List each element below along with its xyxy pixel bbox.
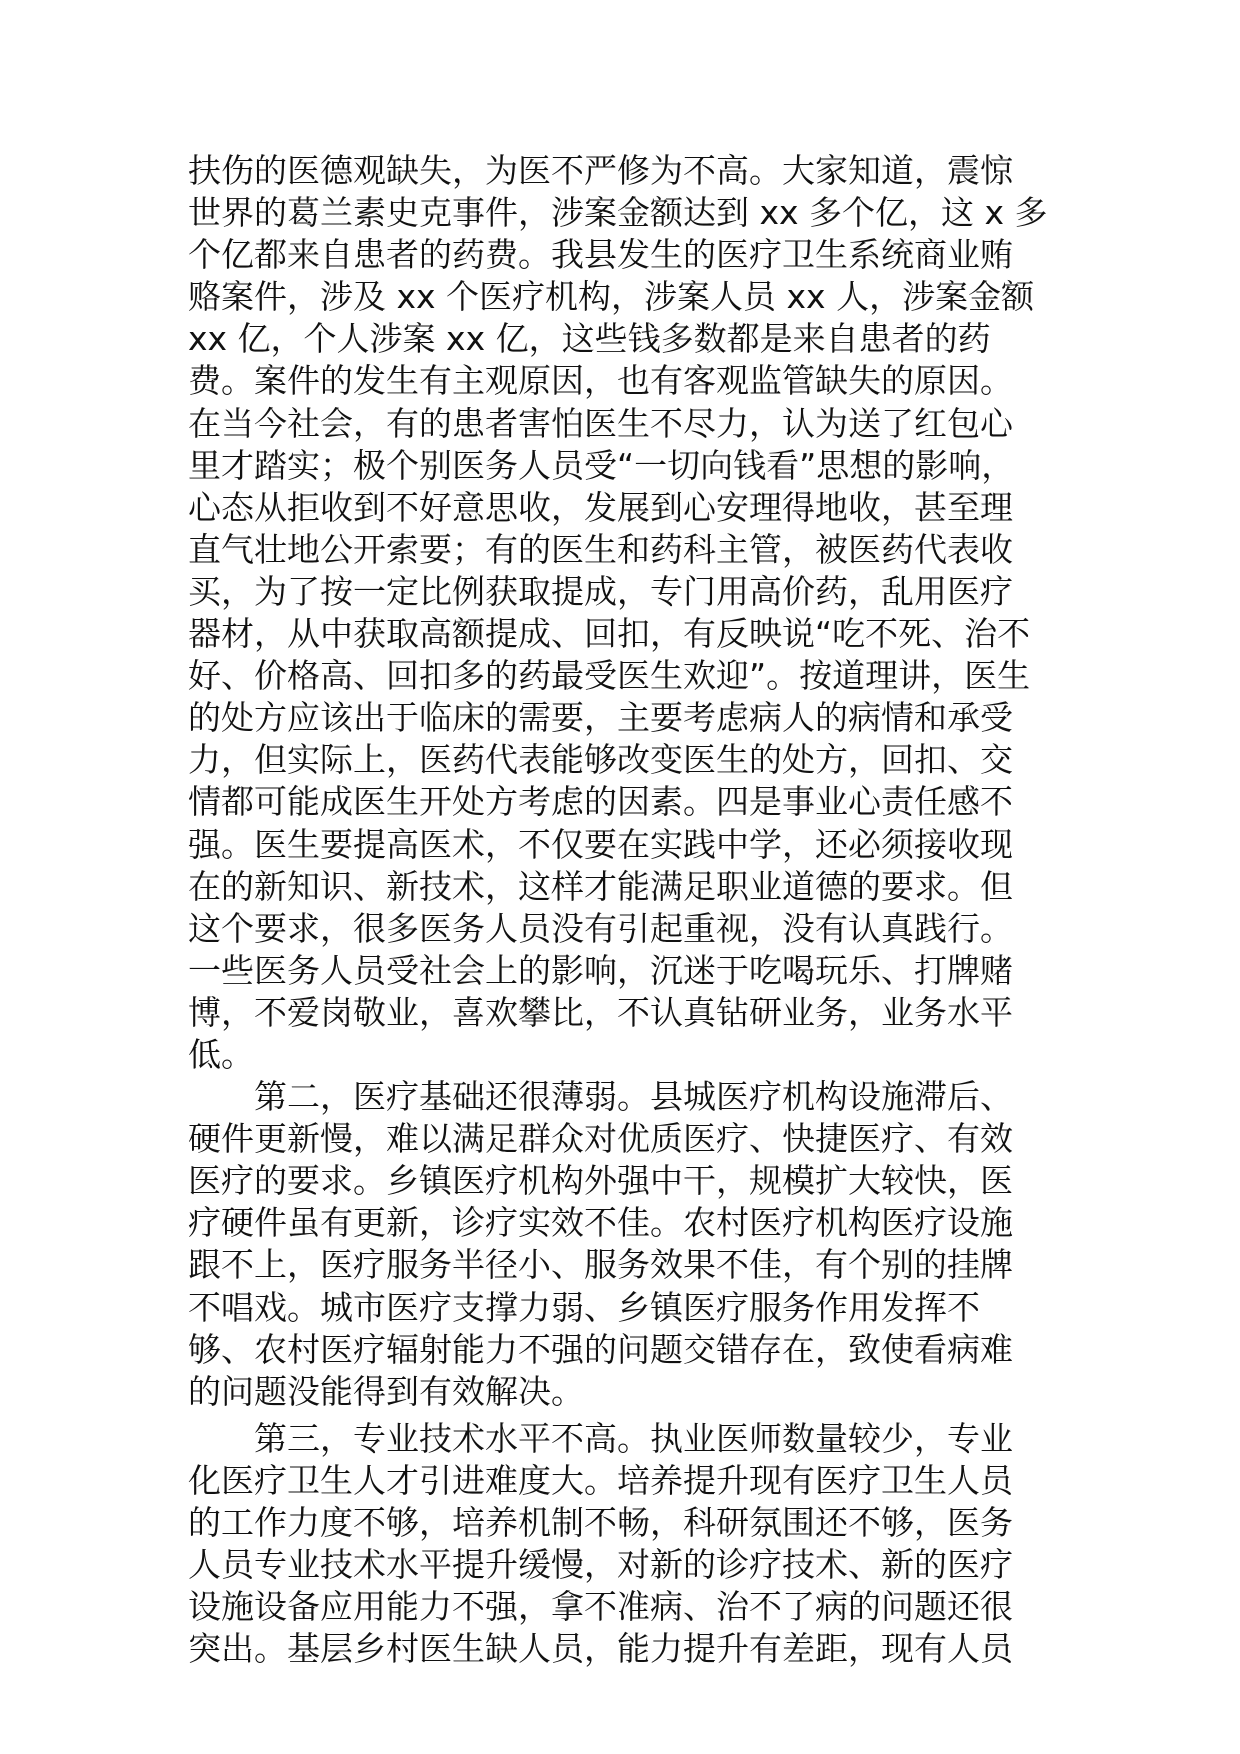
text-line: 世界的葛兰素史克事件，涉案金额达到 xx 多个亿，这 x 多 bbox=[188, 193, 1048, 233]
text-line: 的问题没能得到有效解决。 bbox=[188, 1371, 584, 1411]
text-line: 不唱戏。城市医疗支撑力弱、乡镇医疗服务作用发挥不 bbox=[188, 1287, 980, 1327]
text-line: 个亿都来自患者的药费。我县发生的医疗卫生系统商业贿 bbox=[188, 235, 1013, 275]
paragraph-heading-line: 第三，专业技术水平不高。执业医师数量较少，专业 bbox=[254, 1418, 1013, 1458]
text-line: 里才踏实；极个别医务人员受“一切向钱看”思想的影响， bbox=[188, 445, 1015, 485]
text-line: 费。案件的发生有主观原因，也有客观监管缺失的原因。 bbox=[188, 361, 1013, 401]
text-line: 情都可能成医生开处方考虑的因素。四是事业心责任感不 bbox=[188, 782, 1013, 822]
text-line: 的工作力度不够，培养机制不畅，科研氛围还不够，医务 bbox=[188, 1503, 1013, 1542]
text-line: 在的新知识、新技术，这样才能满足职业道德的要求。但 bbox=[188, 866, 1013, 906]
text-line: 硬件更新慢，难以满足群众对优质医疗、快捷医疗、有效 bbox=[188, 1119, 1013, 1159]
text-line: 一些医务人员受社会上的影响，沉迷于吃喝玩乐、打牌赌 bbox=[188, 950, 1013, 990]
text-line: 在当今社会，有的患者害怕医生不尽力，认为送了红包心 bbox=[188, 403, 1013, 443]
text-line: 器材，从中获取高额提成、回扣，有反映说“吃不死、治不 bbox=[188, 614, 1031, 654]
text-line: 的处方应该出于临床的需要，主要考虑病人的病情和承受 bbox=[188, 698, 1013, 738]
text-line: 人员专业技术水平提升缓慢，对新的诊疗技术、新的医疗 bbox=[188, 1545, 1013, 1585]
text-line: 这个要求，很多医务人员没有引起重视，没有认真践行。 bbox=[188, 908, 1013, 948]
text-line: 力，但实际上，医药代表能够改变医生的处方，回扣、交 bbox=[188, 740, 1013, 780]
text-line: 设施设备应用能力不强，拿不准病、治不了病的问题还很 bbox=[188, 1587, 1013, 1627]
text-line: 买，为了按一定比例获取提成，专门用高价药，乱用医疗 bbox=[188, 571, 1013, 611]
paragraph-heading-line: 第二，医疗基础还很薄弱。县城医疗机构设施滞后、 bbox=[254, 1077, 1013, 1117]
text-line: 心态从拒收到不好意思收，发展到心安理得地收，甚至理 bbox=[188, 487, 1013, 527]
text-line: 疗硬件虽有更新，诊疗实效不佳。农村医疗机构医疗设施 bbox=[188, 1203, 1013, 1243]
text-line: 突出。基层乡村医生缺人员，能力提升有差距，现有人员 bbox=[188, 1629, 1013, 1669]
body-text bbox=[188, 150, 1060, 1670]
text-line: 跟不上，医疗服务半径小、服务效果不佳，有个别的挂牌 bbox=[188, 1245, 1013, 1285]
text-line: 医疗的要求。乡镇医疗机构外强中干，规模扩大较快，医 bbox=[188, 1161, 1013, 1201]
text-line: 化医疗卫生人才引进难度大。培养提升现有医疗卫生人员 bbox=[188, 1460, 1013, 1500]
text-line: 直气壮地公开索要；有的医生和药科主管，被医药代表收 bbox=[188, 529, 1013, 569]
text-line: 低。 bbox=[188, 1034, 254, 1074]
text-line: 够、农村医疗辐射能力不强的问题交错存在，致使看病难 bbox=[188, 1329, 1013, 1369]
text-line: 好、价格高、回扣多的药最受医生欢迎”。按道理讲，医生 bbox=[188, 656, 1031, 696]
text-line: 强。医生要提高医术，不仅要在实践中学，还必须接收现 bbox=[188, 824, 1013, 864]
text-line: 赂案件，涉及 xx 个医疗机构，涉案人员 xx 人，涉案金额 bbox=[188, 277, 1035, 317]
text-line: 博，不爱岗敬业，喜欢攀比，不认真钻研业务，业务水平 bbox=[188, 992, 1013, 1032]
text-line: 扶伤的医德观缺失，为医不严修为不高。大家知道，震惊 bbox=[188, 151, 1013, 190]
text-line: xx 亿，个人涉案 xx 亿，这些钱多数都是来自患者的药 bbox=[188, 319, 991, 359]
